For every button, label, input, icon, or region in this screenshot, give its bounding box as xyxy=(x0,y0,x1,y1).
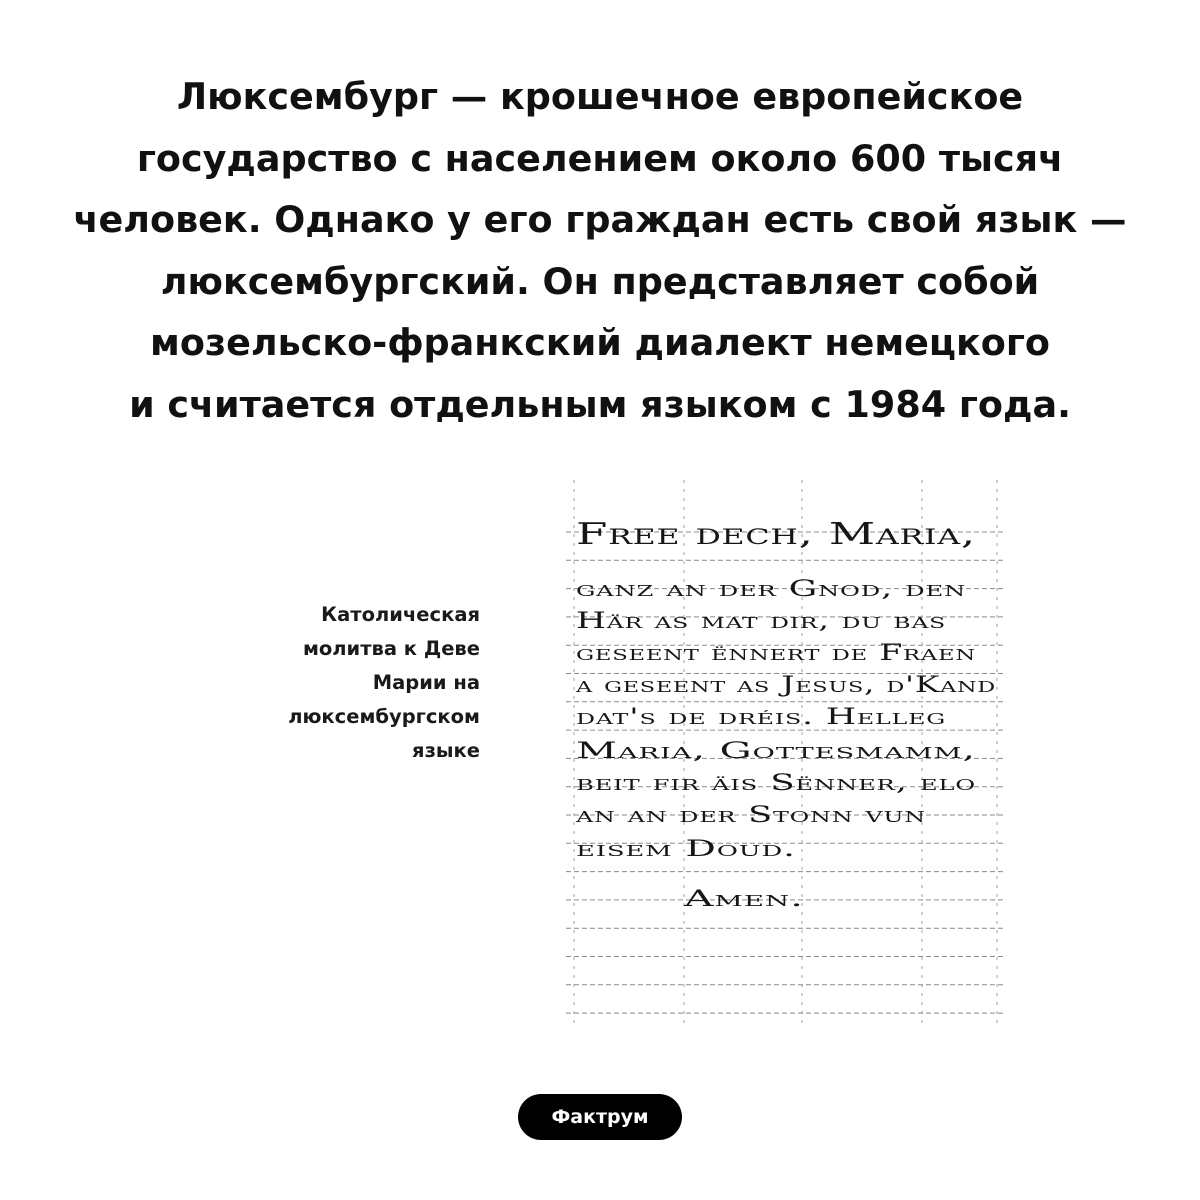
headline xyxy=(60,66,1140,435)
caption-line: молитва к Деве xyxy=(302,637,480,660)
headline-line: государство с населением около 600 тысяч xyxy=(136,136,1064,180)
manuscript-drawing xyxy=(552,472,1012,1034)
caption-line: Марии на xyxy=(372,671,480,694)
manuscript-line: Maria, Gottesmamm, xyxy=(576,739,976,764)
prayer-manuscript-image xyxy=(552,472,1012,1034)
headline-line: человек. Однако у его граждан есть свой язык — xyxy=(73,198,1127,241)
manuscript-line: ganz an der Gnod, den xyxy=(576,577,966,602)
handwritten-text xyxy=(574,517,996,912)
image-caption xyxy=(240,598,480,768)
caption-line: люксембургском xyxy=(288,705,480,728)
headline-line: мозельско-франкский диалект немецкого xyxy=(150,321,1050,364)
brand-label: Фактрум xyxy=(551,1106,649,1128)
caption-line: Католическая xyxy=(321,603,480,626)
manuscript-line: dat's de dréis. Helleg xyxy=(576,705,946,730)
headline-line: люксембургский. Он представляет собой xyxy=(160,259,1040,303)
headline-line: и считается отдельным языком с 1984 года. xyxy=(129,382,1071,426)
brand-badge xyxy=(518,1094,682,1140)
manuscript-line: geseent ënnert de Fraen xyxy=(576,641,976,666)
caption-line: языке xyxy=(412,739,480,762)
manuscript-line: Free dech, Maria, xyxy=(576,517,976,552)
manuscript-line: a geseent as Jesus, d'Kand xyxy=(574,673,996,698)
manuscript-line: Här as mat dir, du bas xyxy=(576,609,946,634)
manuscript-line: an an der Stonn vun xyxy=(574,803,926,828)
headline-line: Люксембург — крошечное европейское xyxy=(176,75,1024,118)
manuscript-line: Amen. xyxy=(682,887,804,912)
manuscript-line: beit fir äis Sënner, elo xyxy=(576,771,976,796)
manuscript-line: eisem Doud. xyxy=(576,837,796,862)
